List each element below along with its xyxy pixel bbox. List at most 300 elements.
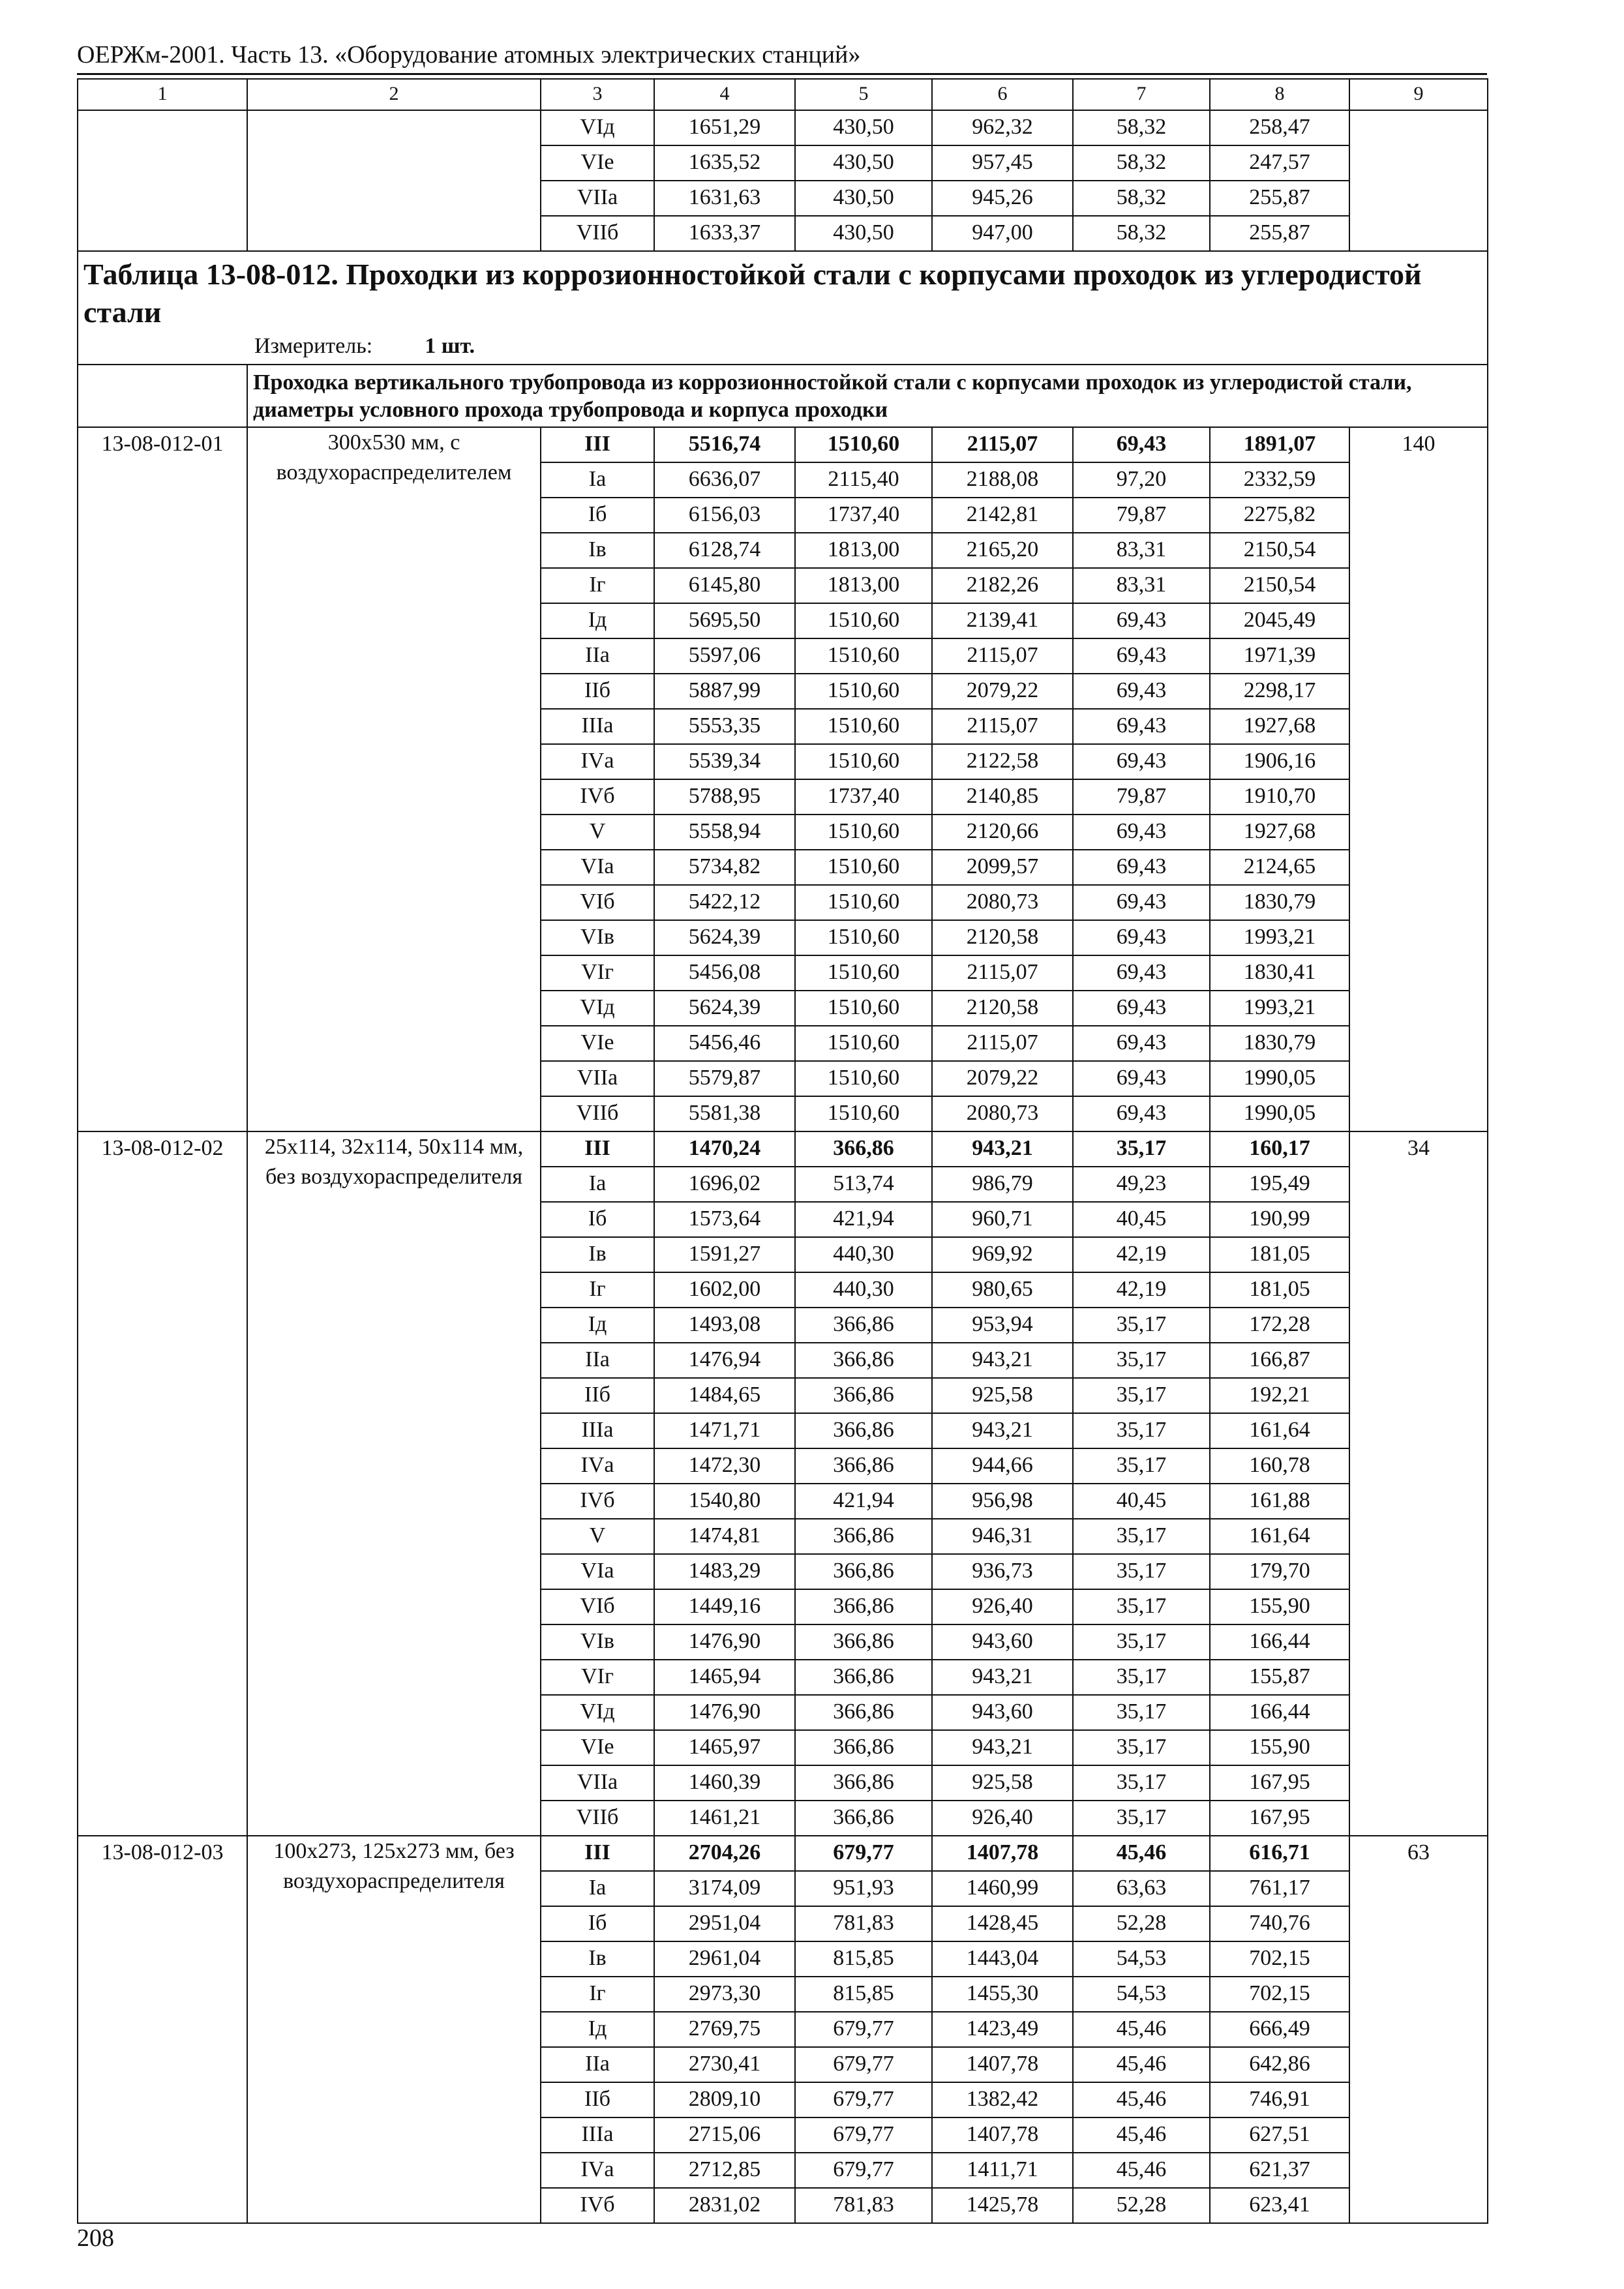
value-cell: 83,31 <box>1073 533 1210 568</box>
column-number-cell: 8 <box>1210 79 1349 110</box>
value-cell: 366,86 <box>795 1378 932 1413</box>
value-cell: 2099,57 <box>932 850 1073 885</box>
zone-cell: IIIа <box>541 1413 654 1448</box>
value-cell: 943,21 <box>932 1730 1073 1765</box>
value-cell: 2730,41 <box>654 2047 795 2082</box>
value-cell: 951,93 <box>795 1871 932 1906</box>
value-cell: 2704,26 <box>654 1836 795 1871</box>
zone-cell: Iа <box>541 1871 654 1906</box>
value-cell: 6145,80 <box>654 568 795 603</box>
value-cell: 181,05 <box>1210 1237 1349 1272</box>
value-cell: 5788,95 <box>654 779 795 815</box>
zone-cell: Iб <box>541 1906 654 1941</box>
value-cell: 679,77 <box>795 2117 932 2153</box>
value-cell: 642,86 <box>1210 2047 1349 2082</box>
value-cell: 366,86 <box>795 1131 932 1167</box>
zone-cell: VIIб <box>541 216 654 251</box>
value-cell: 190,99 <box>1210 1202 1349 1237</box>
value-cell: 1476,90 <box>654 1695 795 1730</box>
page-number: 208 <box>77 2224 114 2252</box>
value-cell: 366,86 <box>795 1308 932 1343</box>
zone-cell: IIа <box>541 1343 654 1378</box>
column-number-cell: 6 <box>932 79 1073 110</box>
value-cell: 1927,68 <box>1210 709 1349 744</box>
empty-code-cell <box>78 110 247 251</box>
rate-code-cell: 13-08-012-01 <box>78 427 247 1131</box>
value-cell: 2275,82 <box>1210 498 1349 533</box>
value-cell: 986,79 <box>932 1167 1073 1202</box>
zone-cell: VIд <box>541 1695 654 1730</box>
value-cell: 35,17 <box>1073 1660 1210 1695</box>
value-cell: 513,74 <box>795 1167 932 1202</box>
value-cell: 781,83 <box>795 1906 932 1941</box>
value-cell: 366,86 <box>795 1765 932 1801</box>
zone-cell: VIIб <box>541 1096 654 1131</box>
zone-cell: VIд <box>541 110 654 145</box>
zone-cell: VIIа <box>541 181 654 216</box>
value-cell: 172,28 <box>1210 1308 1349 1343</box>
value-cell: 155,90 <box>1210 1589 1349 1624</box>
zone-cell: III <box>541 1836 654 1871</box>
zone-cell: Iг <box>541 1977 654 2012</box>
zone-cell: IIIа <box>541 709 654 744</box>
value-cell: 1510,60 <box>795 850 932 885</box>
value-cell: 63,63 <box>1073 1871 1210 1906</box>
value-cell: 969,92 <box>932 1237 1073 1272</box>
value-cell: 1510,60 <box>795 1026 932 1061</box>
zone-cell: IVб <box>541 2188 654 2223</box>
value-cell: 2150,54 <box>1210 533 1349 568</box>
value-cell: 366,86 <box>795 1519 932 1554</box>
value-cell: 5695,50 <box>654 603 795 638</box>
value-cell: 1540,80 <box>654 1484 795 1519</box>
value-cell: 161,64 <box>1210 1519 1349 1554</box>
value-cell: 69,43 <box>1073 955 1210 991</box>
value-cell: 2298,17 <box>1210 674 1349 709</box>
value-cell: 366,86 <box>795 1448 932 1484</box>
value-cell: 5887,99 <box>654 674 795 709</box>
zone-cell: Iд <box>541 2012 654 2047</box>
column-number-cell: 3 <box>541 79 654 110</box>
empty-description-cell <box>247 110 541 251</box>
value-cell: 255,87 <box>1210 216 1349 251</box>
value-cell: 943,21 <box>932 1413 1073 1448</box>
value-cell: 52,28 <box>1073 1906 1210 1941</box>
value-cell: 255,87 <box>1210 181 1349 216</box>
value-cell: 366,86 <box>795 1730 932 1765</box>
zone-cell: IIб <box>541 674 654 709</box>
value-cell: 2951,04 <box>654 1906 795 1941</box>
value-cell: 1510,60 <box>795 638 932 674</box>
value-cell: 2115,07 <box>932 427 1073 462</box>
value-cell: 69,43 <box>1073 1061 1210 1096</box>
value-cell: 1910,70 <box>1210 779 1349 815</box>
value-cell: 35,17 <box>1073 1448 1210 1484</box>
value-cell: 35,17 <box>1073 1343 1210 1378</box>
value-cell: 366,86 <box>795 1660 932 1695</box>
value-cell: 815,85 <box>795 1941 932 1977</box>
value-cell: 953,94 <box>932 1308 1073 1343</box>
rate-norm-cell: 140 <box>1349 427 1488 1131</box>
table-title: Таблица 13-08-012. Проходки из коррозионностойкой стали с корпусами проходок из углеродистой стали <box>83 258 1422 329</box>
value-cell: 155,90 <box>1210 1730 1349 1765</box>
zone-cell: Iа <box>541 1167 654 1202</box>
rate-description-cell: 100х273, 125х273 мм, без воздухораспределителя <box>247 1836 541 2223</box>
value-cell: 2332,59 <box>1210 462 1349 498</box>
value-cell: 1990,05 <box>1210 1061 1349 1096</box>
value-cell: 926,40 <box>932 1589 1073 1624</box>
table-body <box>78 79 1488 2223</box>
value-cell: 2120,58 <box>932 991 1073 1026</box>
value-cell: 69,43 <box>1073 674 1210 709</box>
rate-code-cell: 13-08-012-02 <box>78 1131 247 1836</box>
zone-cell: Iг <box>541 1272 654 1308</box>
value-cell: 1573,64 <box>654 1202 795 1237</box>
zone-cell: Iв <box>541 1237 654 1272</box>
zone-cell: V <box>541 815 654 850</box>
value-cell: 2182,26 <box>932 568 1073 603</box>
zone-cell: IVб <box>541 779 654 815</box>
value-cell: 1737,40 <box>795 779 932 815</box>
value-cell: 5516,74 <box>654 427 795 462</box>
value-cell: 957,45 <box>932 145 1073 181</box>
zone-cell: IIIа <box>541 2117 654 2153</box>
value-cell: 1455,30 <box>932 1977 1073 2012</box>
value-cell: 1484,65 <box>654 1378 795 1413</box>
value-cell: 1483,29 <box>654 1554 795 1589</box>
column-number-row <box>78 79 1488 110</box>
value-cell: 440,30 <box>795 1237 932 1272</box>
value-cell: 160,78 <box>1210 1448 1349 1484</box>
zone-cell: VIIа <box>541 1061 654 1096</box>
value-cell: 2115,40 <box>795 462 932 498</box>
value-cell: 35,17 <box>1073 1308 1210 1343</box>
value-cell: 161,64 <box>1210 1413 1349 1448</box>
value-cell: 2115,07 <box>932 638 1073 674</box>
value-cell: 430,50 <box>795 110 932 145</box>
value-cell: 6156,03 <box>654 498 795 533</box>
value-cell: 1510,60 <box>795 709 932 744</box>
value-cell: 35,17 <box>1073 1801 1210 1836</box>
value-cell: 1993,21 <box>1210 920 1349 955</box>
zone-cell: VIа <box>541 850 654 885</box>
value-cell: 366,86 <box>795 1589 932 1624</box>
value-cell: 155,87 <box>1210 1660 1349 1695</box>
value-cell: 430,50 <box>795 181 932 216</box>
value-cell: 2831,02 <box>654 2188 795 2223</box>
value-cell: 1510,60 <box>795 885 932 920</box>
value-cell: 1830,79 <box>1210 885 1349 920</box>
rate-description-cell: 300х530 мм, с воздухораспределителем <box>247 427 541 1131</box>
zone-cell: VIе <box>541 145 654 181</box>
value-cell: 430,50 <box>795 145 932 181</box>
value-cell: 6636,07 <box>654 462 795 498</box>
value-cell: 627,51 <box>1210 2117 1349 2153</box>
zone-cell: VIб <box>541 885 654 920</box>
value-cell: 1472,30 <box>654 1448 795 1484</box>
zone-cell: IVа <box>541 744 654 779</box>
value-cell: 925,58 <box>932 1765 1073 1801</box>
value-cell: 2115,07 <box>932 1026 1073 1061</box>
value-cell: 5422,12 <box>654 885 795 920</box>
value-cell: 54,53 <box>1073 1941 1210 1977</box>
value-cell: 2139,41 <box>932 603 1073 638</box>
value-cell: 746,91 <box>1210 2082 1349 2117</box>
value-cell: 740,76 <box>1210 1906 1349 1941</box>
value-cell: 962,32 <box>932 110 1073 145</box>
zone-cell: IIб <box>541 2082 654 2117</box>
value-cell: 1993,21 <box>1210 991 1349 1026</box>
value-cell: 2142,81 <box>932 498 1073 533</box>
value-cell: 980,65 <box>932 1272 1073 1308</box>
value-cell: 5624,39 <box>654 920 795 955</box>
empty-norm-cell <box>1349 110 1488 251</box>
value-cell: 45,46 <box>1073 1836 1210 1871</box>
value-cell: 35,17 <box>1073 1730 1210 1765</box>
value-cell: 1633,37 <box>654 216 795 251</box>
zone-cell: VIе <box>541 1730 654 1765</box>
value-cell: 181,05 <box>1210 1272 1349 1308</box>
value-cell: 69,43 <box>1073 850 1210 885</box>
value-cell: 1737,40 <box>795 498 932 533</box>
zone-cell: Iб <box>541 498 654 533</box>
value-cell: 679,77 <box>795 2153 932 2188</box>
zone-cell: Iв <box>541 533 654 568</box>
zone-cell: VIд <box>541 991 654 1026</box>
unit-line <box>83 331 1482 361</box>
value-cell: 1990,05 <box>1210 1096 1349 1131</box>
value-cell: 679,77 <box>795 2082 932 2117</box>
value-cell: 5456,08 <box>654 955 795 991</box>
value-cell: 945,26 <box>932 181 1073 216</box>
value-cell: 1443,04 <box>932 1941 1073 1977</box>
value-cell: 2115,07 <box>932 955 1073 991</box>
value-cell: 1510,60 <box>795 744 932 779</box>
value-cell: 943,21 <box>932 1660 1073 1695</box>
value-cell: 69,43 <box>1073 1026 1210 1061</box>
value-cell: 943,21 <box>932 1131 1073 1167</box>
subheading-blank-cell <box>78 365 247 427</box>
zone-cell: VIIб <box>541 1801 654 1836</box>
zone-cell: Iг <box>541 568 654 603</box>
zone-cell: III <box>541 1131 654 1167</box>
zone-cell: IVб <box>541 1484 654 1519</box>
value-cell: 69,43 <box>1073 1096 1210 1131</box>
zone-cell: Iв <box>541 1941 654 1977</box>
value-cell: 2079,22 <box>932 1061 1073 1096</box>
value-cell: 679,77 <box>795 2012 932 2047</box>
value-cell: 5624,39 <box>654 991 795 1026</box>
value-cell: 1382,42 <box>932 2082 1073 2117</box>
value-cell: 1635,52 <box>654 145 795 181</box>
value-cell: 702,15 <box>1210 1941 1349 1977</box>
value-cell: 366,86 <box>795 1695 932 1730</box>
value-cell: 947,00 <box>932 216 1073 251</box>
table-row <box>78 1131 1488 1167</box>
value-cell: 69,43 <box>1073 603 1210 638</box>
value-cell: 1602,00 <box>654 1272 795 1308</box>
value-cell: 79,87 <box>1073 779 1210 815</box>
value-cell: 2122,58 <box>932 744 1073 779</box>
value-cell: 166,44 <box>1210 1695 1349 1730</box>
value-cell: 1461,21 <box>654 1801 795 1836</box>
value-cell: 166,87 <box>1210 1343 1349 1378</box>
value-cell: 2115,07 <box>932 709 1073 744</box>
value-cell: 943,60 <box>932 1695 1073 1730</box>
value-cell: 166,44 <box>1210 1624 1349 1660</box>
value-cell: 1651,29 <box>654 110 795 145</box>
zone-cell: IVа <box>541 1448 654 1484</box>
table-title-row <box>78 251 1488 365</box>
value-cell: 1476,94 <box>654 1343 795 1378</box>
value-cell: 1510,60 <box>795 1061 932 1096</box>
value-cell: 936,73 <box>932 1554 1073 1589</box>
value-cell: 366,86 <box>795 1801 932 1836</box>
value-cell: 35,17 <box>1073 1554 1210 1589</box>
value-cell: 1407,78 <box>932 2117 1073 2153</box>
value-cell: 35,17 <box>1073 1378 1210 1413</box>
value-cell: 2165,20 <box>932 533 1073 568</box>
value-cell: 1460,99 <box>932 1871 1073 1906</box>
value-cell: 69,43 <box>1073 744 1210 779</box>
value-cell: 761,17 <box>1210 1871 1349 1906</box>
value-cell: 1411,71 <box>932 2153 1073 2188</box>
value-cell: 5597,06 <box>654 638 795 674</box>
value-cell: 2045,49 <box>1210 603 1349 638</box>
value-cell: 1696,02 <box>654 1167 795 1202</box>
value-cell: 1510,60 <box>795 920 932 955</box>
rates-table <box>77 78 1488 2224</box>
value-cell: 1971,39 <box>1210 638 1349 674</box>
value-cell: 815,85 <box>795 1977 932 2012</box>
value-cell: 1465,94 <box>654 1660 795 1695</box>
value-cell: 1510,60 <box>795 1096 932 1131</box>
value-cell: 45,46 <box>1073 2117 1210 2153</box>
value-cell: 69,43 <box>1073 815 1210 850</box>
value-cell: 160,17 <box>1210 1131 1349 1167</box>
value-cell: 1470,24 <box>654 1131 795 1167</box>
value-cell: 35,17 <box>1073 1413 1210 1448</box>
rate-code-cell: 13-08-012-03 <box>78 1836 247 2223</box>
value-cell: 54,53 <box>1073 1977 1210 2012</box>
zone-cell: IIа <box>541 638 654 674</box>
value-cell: 258,47 <box>1210 110 1349 145</box>
value-cell: 2080,73 <box>932 885 1073 920</box>
value-cell: 440,30 <box>795 1272 932 1308</box>
value-cell: 35,17 <box>1073 1765 1210 1801</box>
unit-label: Измеритель: <box>254 334 373 358</box>
table-row <box>78 1836 1488 1871</box>
value-cell: 35,17 <box>1073 1131 1210 1167</box>
value-cell: 1927,68 <box>1210 815 1349 850</box>
value-cell: 1423,49 <box>932 2012 1073 2047</box>
column-number-cell: 1 <box>78 79 247 110</box>
value-cell: 2150,54 <box>1210 568 1349 603</box>
zone-cell: IIа <box>541 2047 654 2082</box>
value-cell: 45,46 <box>1073 2153 1210 2188</box>
value-cell: 35,17 <box>1073 1624 1210 1660</box>
value-cell: 2080,73 <box>932 1096 1073 1131</box>
value-cell: 956,98 <box>932 1484 1073 1519</box>
column-number-cell: 5 <box>795 79 932 110</box>
value-cell: 366,86 <box>795 1554 932 1589</box>
value-cell: 5579,87 <box>654 1061 795 1096</box>
value-cell: 58,32 <box>1073 181 1210 216</box>
rate-description-cell: 25х114, 32х114, 50х114 мм, без воздухораспределителя <box>247 1131 541 1836</box>
column-number-cell: 4 <box>654 79 795 110</box>
zone-cell: VIг <box>541 1660 654 1695</box>
value-cell: 2079,22 <box>932 674 1073 709</box>
value-cell: 943,60 <box>932 1624 1073 1660</box>
value-cell: 69,43 <box>1073 885 1210 920</box>
unit-value: 1 шт. <box>425 334 475 358</box>
zone-cell: VIб <box>541 1589 654 1624</box>
value-cell: 2712,85 <box>654 2153 795 2188</box>
value-cell: 1510,60 <box>795 427 932 462</box>
zone-cell: VIIа <box>541 1765 654 1801</box>
running-header: ОЕРЖм-2001. Часть 13. «Оборудование атомных электрических станций» <box>77 41 861 68</box>
value-cell: 179,70 <box>1210 1554 1349 1589</box>
value-cell: 2120,58 <box>932 920 1073 955</box>
value-cell: 2188,08 <box>932 462 1073 498</box>
value-cell: 1428,45 <box>932 1906 1073 1941</box>
zone-cell: IVа <box>541 2153 654 2188</box>
value-cell: 192,21 <box>1210 1378 1349 1413</box>
value-cell: 925,58 <box>932 1378 1073 1413</box>
value-cell: 58,32 <box>1073 216 1210 251</box>
value-cell: 1465,97 <box>654 1730 795 1765</box>
value-cell: 69,43 <box>1073 991 1210 1026</box>
value-cell: 366,86 <box>795 1343 932 1378</box>
value-cell: 83,31 <box>1073 568 1210 603</box>
value-cell: 702,15 <box>1210 1977 1349 2012</box>
value-cell: 1830,79 <box>1210 1026 1349 1061</box>
value-cell: 69,43 <box>1073 638 1210 674</box>
value-cell: 167,95 <box>1210 1765 1349 1801</box>
zone-cell: VIа <box>541 1554 654 1589</box>
value-cell: 621,37 <box>1210 2153 1349 2188</box>
value-cell: 42,19 <box>1073 1237 1210 1272</box>
value-cell: 42,19 <box>1073 1272 1210 1308</box>
value-cell: 40,45 <box>1073 1484 1210 1519</box>
value-cell: 45,46 <box>1073 2012 1210 2047</box>
value-cell: 1425,78 <box>932 2188 1073 2223</box>
zone-cell: Iа <box>541 462 654 498</box>
zone-cell: VIв <box>541 920 654 955</box>
value-cell: 781,83 <box>795 2188 932 2223</box>
value-cell: 1891,07 <box>1210 427 1349 462</box>
rate-norm-cell: 34 <box>1349 1131 1488 1836</box>
value-cell: 421,94 <box>795 1202 932 1237</box>
value-cell: 1449,16 <box>654 1589 795 1624</box>
rate-norm-cell: 63 <box>1349 1836 1488 2223</box>
value-cell: 5558,94 <box>654 815 795 850</box>
value-cell: 1407,78 <box>932 2047 1073 2082</box>
value-cell: 1510,60 <box>795 674 932 709</box>
value-cell: 195,49 <box>1210 1167 1349 1202</box>
value-cell: 666,49 <box>1210 2012 1349 2047</box>
value-cell: 97,20 <box>1073 462 1210 498</box>
zone-cell: VIг <box>541 955 654 991</box>
value-cell: 161,88 <box>1210 1484 1349 1519</box>
value-cell: 960,71 <box>932 1202 1073 1237</box>
value-cell: 45,46 <box>1073 2082 1210 2117</box>
subheading-cell: Проходка вертикального трубопровода из коррозионностойкой стали с корпусами проходок из углеродистой стали, диаметры условного прохода трубопровода и корпуса проходки <box>247 365 1488 427</box>
value-cell: 1813,00 <box>795 568 932 603</box>
value-cell: 926,40 <box>932 1801 1073 1836</box>
column-number-cell: 2 <box>247 79 541 110</box>
value-cell: 35,17 <box>1073 1589 1210 1624</box>
